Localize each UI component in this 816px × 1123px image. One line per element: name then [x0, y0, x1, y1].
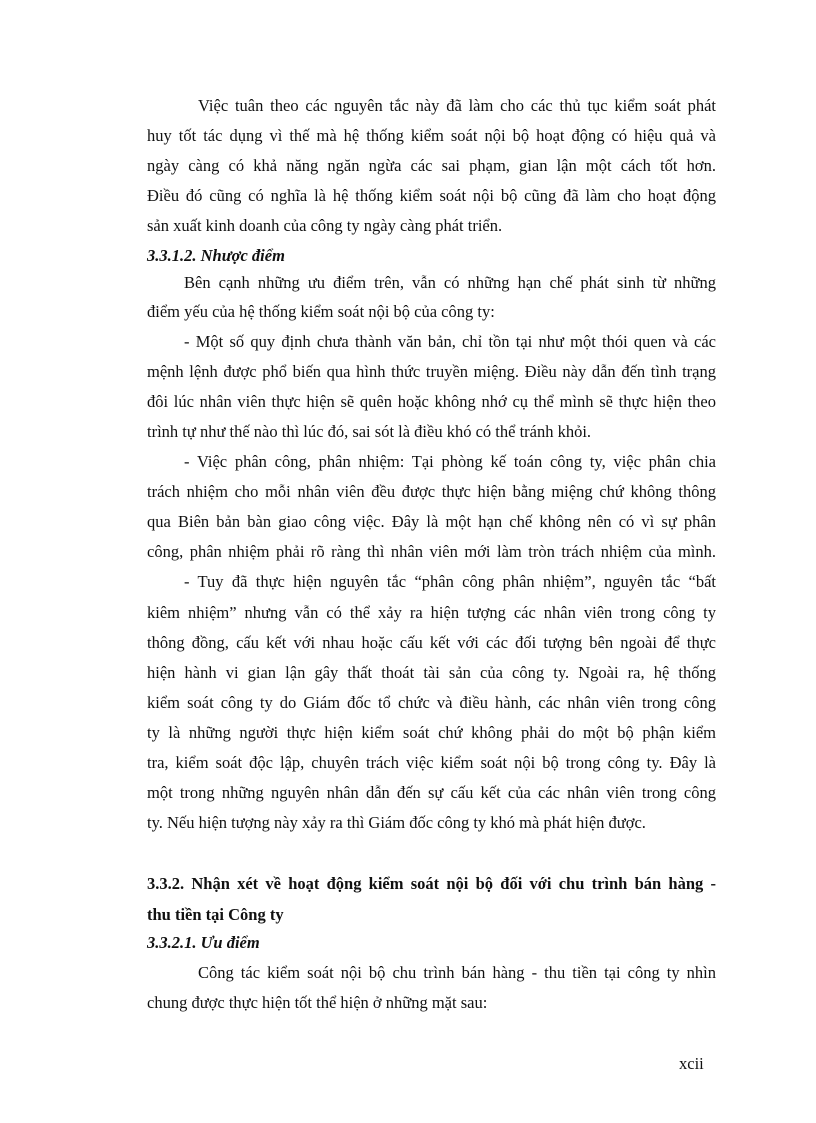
- paragraph-line: mệnh lệnh được phổ biến qua hình thức truyền miệng. Điều này dẫn đến tình trạng: [147, 362, 716, 381]
- paragraph-line: đôi lúc nhân viên thực hiện sẽ quên hoặc không nhớ cụ thể mình sẽ thực hiện theo: [147, 392, 716, 411]
- paragraph-line: huy tốt tác dụng vì thế mà hệ thống kiểm soát nội bộ hoạt động có hiệu quả và: [147, 126, 716, 145]
- section-heading: 3.3.2. Nhận xét về hoạt động kiểm soát nội bộ đối với chu trình bán hàng -: [147, 874, 716, 893]
- paragraph-line: qua Biên bản bàn giao công việc. Đây là một hạn chế không nên có vì sự phân: [147, 512, 716, 531]
- paragraph-line: chung được thực hiện tốt thể hiện ở những mặt sau:: [147, 993, 488, 1012]
- paragraph-line: tra, kiểm soát độc lập, chuyên trách việc kiểm soát nội bộ trong công ty. Đây là: [147, 753, 716, 772]
- section-heading: thu tiền tại Công ty: [147, 905, 284, 924]
- paragraph-line: kiêm nhiệm” nhưng vẫn có thể xảy ra hiện tượng các nhân viên trong công ty: [147, 603, 716, 622]
- paragraph-line: kiểm soát công ty do Giám đốc tổ chức và điều hành, các nhân viên trong công: [147, 693, 716, 712]
- paragraph-line: Điều đó cũng có nghĩa là hệ thống kiểm soát nội bộ cũng đã làm cho hoạt động: [147, 186, 716, 205]
- paragraph-line: - Việc phân công, phân nhiệm: Tại phòng kế toán công ty, việc phân chia: [184, 452, 716, 471]
- paragraph-line: thông đồng, cấu kết với nhau hoặc cấu kết với các đối tượng bên ngoài để thực: [147, 633, 716, 652]
- paragraph-line: ty. Nếu hiện tượng này xảy ra thì Giám đốc công ty khó mà phát hiện được.: [147, 813, 646, 832]
- paragraph-line: ngày càng có khả năng ngăn ngừa các sai phạm, gian lận một cách tốt hơn.: [147, 156, 716, 175]
- paragraph-line: ty là những người thực hiện kiểm soát chứ không phải do một bộ phận kiểm: [147, 723, 716, 742]
- paragraph-line: trình tự như thế nào thì lúc đó, sai sót là điều khó có thể tránh khỏi.: [147, 422, 592, 441]
- section-heading: 3.3.1.2. Nhược điểm: [147, 246, 285, 265]
- paragraph-line: hiện hành vi gian lận gây thất thoát tài sản của công ty. Ngoài ra, hệ thống: [147, 663, 716, 682]
- subsection-heading: 3.3.2.1. Ưu điểm: [147, 933, 260, 952]
- paragraph-line: - Tuy đã thực hiện nguyên tắc “phân công phân nhiệm”, nguyên tắc “bất: [184, 572, 716, 591]
- paragraph-line: Bên cạnh những ưu điểm trên, vẫn có những hạn chế phát sinh từ những: [184, 273, 716, 292]
- paragraph-line: Công tác kiểm soát nội bộ chu trình bán hàng - thu tiền tại công ty nhìn: [198, 963, 716, 982]
- paragraph-line: Việc tuân theo các nguyên tắc này đã làm cho các thủ tục kiểm soát phát: [198, 96, 716, 115]
- paragraph-line: công, phân nhiệm phải rõ ràng thì nhân viên mới làm tròn trách nhiệm của mình.: [147, 542, 716, 561]
- paragraph-line: điểm yếu của hệ thống kiểm soát nội bộ của công ty:: [147, 302, 495, 321]
- page-number: xcii: [679, 1054, 704, 1073]
- paragraph-line: một trong những nguyên nhân dẫn đến sự cấu kết của các nhân viên trong công: [147, 783, 716, 802]
- paragraph-line: - Một số quy định chưa thành văn bản, chỉ tồn tại như một thói quen và các: [184, 332, 716, 351]
- paragraph-line: trách nhiệm cho mỗi nhân viên đều được thực hiện bằng miệng chứ không thông: [147, 482, 716, 501]
- paragraph-line: sản xuất kinh doanh của công ty ngày càng phát triển.: [147, 216, 503, 235]
